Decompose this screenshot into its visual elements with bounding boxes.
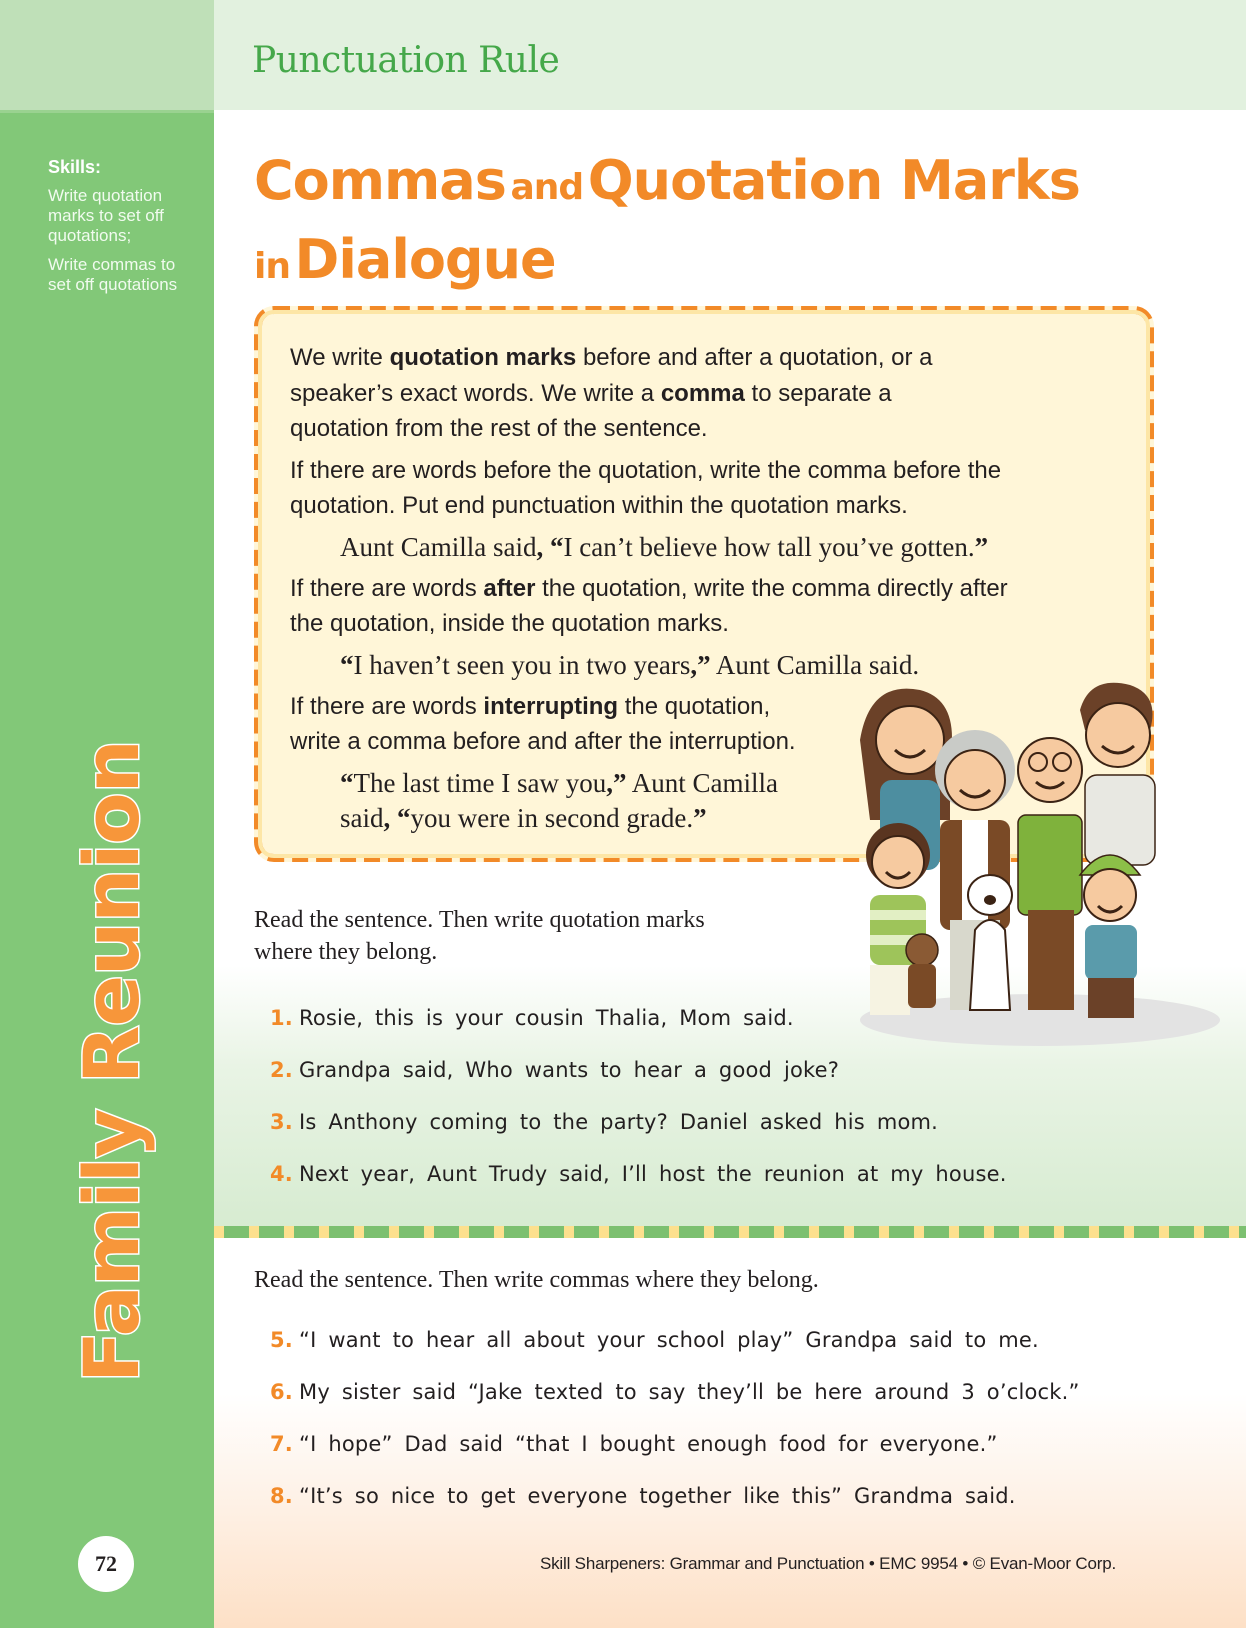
dog-figure	[968, 875, 1012, 1010]
family-illustration	[840, 680, 1230, 1050]
example-sentence: “I haven’t seen you in two years,” Aunt Camilla said.	[340, 649, 920, 680]
cat-figure	[906, 934, 938, 1008]
exercise-item: 2. Grandpa said, Who wants to hear a good joke?	[270, 1058, 840, 1082]
exercise-item: 1. Rosie, this is your cousin Thalia, Mom said.	[270, 1006, 794, 1030]
skills-box	[48, 157, 198, 304]
title-part: Dialogue	[294, 228, 556, 291]
skill-item: Write commas to set off quotations	[48, 255, 178, 294]
example-sentence: Aunt Camilla said, “I can’t believe how tall you’ve gotten.”	[340, 531, 989, 562]
exercise-item: 8. “It’s so nice to get everyone together like this” Grandma said.	[270, 1484, 1016, 1508]
footer-credit: Skill Sharpeners: Grammar and Punctuation • EMC 9954 • © Evan-Moor Corp.	[539, 1554, 1116, 1573]
exercise-item: 6. My sister said “Jake texted to say they’ll be here around 3 o’clock.”	[270, 1380, 1080, 1404]
skill-item: Write quotation marks to set off quotations;	[48, 186, 164, 245]
sidebar-top-band	[0, 0, 214, 110]
page-title	[254, 148, 1080, 306]
title-part: and	[510, 167, 584, 208]
page-number: 72	[78, 1536, 134, 1592]
dad-figure	[1080, 683, 1155, 865]
rule-paragraph: If there are words interrupting the quotation, write a comma before and after the interruption.	[290, 692, 796, 755]
rule-paragraph: We write quotation marks before and after a quotation, or a speaker’s exact words. We write a comma to separate a quotation from the rest of the sentence.	[290, 344, 933, 442]
exercise-item: 5. “I want to hear all about your school play” Grandpa said to me.	[270, 1328, 1039, 1352]
title-part: Quotation Marks	[587, 149, 1080, 212]
exercise-item: 3. Is Anthony coming to the party? Daniel asked his mom.	[270, 1110, 939, 1134]
section-label: Punctuation Rule	[252, 40, 560, 81]
rule-paragraph: If there are words before the quotation, write the comma before the quotation. Put end punctuation within the quotation marks.	[290, 456, 1002, 519]
grandpa-figure	[1018, 738, 1082, 1010]
exercise-item: 4. Next year, Aunt Trudy said, I’ll host the reunion at my house.	[270, 1162, 1007, 1186]
theme-label: Family Reunion	[67, 740, 156, 1383]
skills-title: Skills:	[48, 157, 102, 177]
boy-figure	[1080, 855, 1140, 1018]
directions: Read the sentence. Then write quotation marks where they belong.	[254, 907, 705, 965]
directions: Read the sentence. Then write commas where they belong.	[254, 1267, 819, 1293]
title-part: in	[254, 246, 290, 287]
title-part: Commas	[254, 149, 506, 212]
example-sentence: “The last time I saw you,” Aunt Camilla said, “you were in second grade.”	[340, 767, 778, 833]
exercise-item: 7. “I hope” Dad said “that I bought enough food for everyone.”	[270, 1432, 998, 1456]
header-band	[214, 0, 1246, 110]
section-divider	[214, 1226, 1246, 1238]
rule-paragraph: If there are words after the quotation, write the comma directly after the quotation, inside the quotation marks.	[290, 574, 1008, 637]
